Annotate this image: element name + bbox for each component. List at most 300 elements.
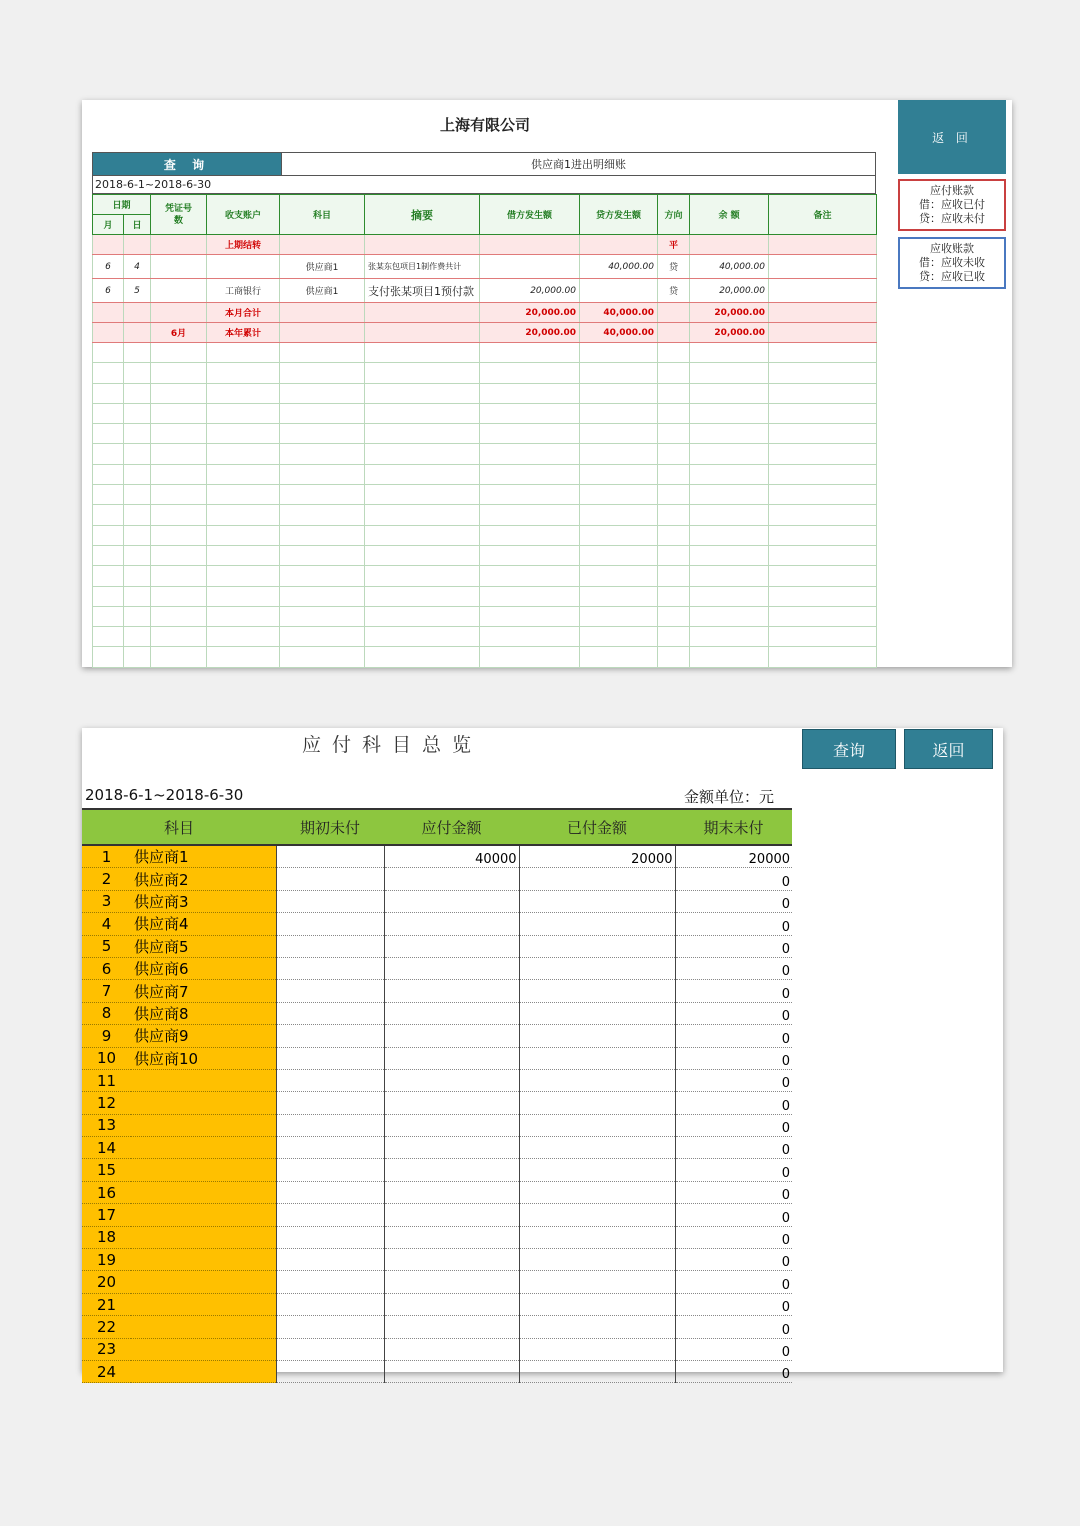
- ledger-empty-cell[interactable]: [93, 545, 124, 565]
- ledger-cell-remark[interactable]: [769, 279, 877, 303]
- opening-unpaid[interactable]: [276, 1137, 384, 1159]
- supplier-name[interactable]: [131, 1360, 276, 1382]
- ledger-cell-day[interactable]: 4: [124, 255, 151, 279]
- ledger-empty-cell[interactable]: [580, 444, 658, 464]
- ledger-empty-cell[interactable]: [207, 505, 280, 525]
- paid-amount[interactable]: [519, 980, 675, 1002]
- row-number[interactable]: 19: [82, 1249, 131, 1271]
- paid-amount[interactable]: [519, 913, 675, 935]
- ledger-empty-cell[interactable]: [769, 627, 877, 647]
- ledger-empty-cell[interactable]: [480, 545, 580, 565]
- opening-unpaid[interactable]: [276, 1025, 384, 1047]
- ledger-cell-credit[interactable]: [580, 279, 658, 303]
- paid-amount[interactable]: [519, 935, 675, 957]
- ledger-cell-balance[interactable]: [690, 235, 769, 255]
- ledger-cell-day[interactable]: [124, 303, 151, 323]
- ledger-empty-cell[interactable]: [93, 485, 124, 505]
- paid-amount[interactable]: [519, 890, 675, 912]
- ledger-empty-cell[interactable]: [151, 343, 207, 363]
- supplier-name[interactable]: [131, 1293, 276, 1315]
- opening-unpaid[interactable]: [276, 957, 384, 979]
- ledger-cell-account[interactable]: [207, 255, 280, 279]
- opening-unpaid[interactable]: [276, 1316, 384, 1338]
- row-number[interactable]: 3: [82, 890, 131, 912]
- ledger-empty-cell[interactable]: [280, 647, 365, 667]
- ledger-empty-cell[interactable]: [769, 505, 877, 525]
- ledger-empty-cell[interactable]: [207, 403, 280, 423]
- ledger-empty-cell[interactable]: [480, 525, 580, 545]
- ledger-empty-cell[interactable]: [690, 505, 769, 525]
- closing-unpaid[interactable]: 0: [675, 935, 792, 957]
- ledger-empty-cell[interactable]: [207, 627, 280, 647]
- ledger-cell-debit[interactable]: [480, 255, 580, 279]
- closing-unpaid[interactable]: 0: [675, 1114, 792, 1136]
- paid-amount[interactable]: 20000: [519, 845, 675, 868]
- opening-unpaid[interactable]: [276, 1338, 384, 1360]
- ledger-empty-cell[interactable]: [480, 647, 580, 667]
- ledger-cell-month[interactable]: 6: [93, 255, 124, 279]
- ledger-empty-cell[interactable]: [769, 383, 877, 403]
- opening-unpaid[interactable]: [276, 1114, 384, 1136]
- payable-amount[interactable]: [384, 1092, 519, 1114]
- row-number[interactable]: 23: [82, 1338, 131, 1360]
- row-number[interactable]: 15: [82, 1159, 131, 1181]
- payable-amount[interactable]: [384, 1204, 519, 1226]
- ledger-empty-cell[interactable]: [690, 545, 769, 565]
- ledger-cell-balance[interactable]: 40,000.00: [690, 255, 769, 279]
- ledger-empty-cell[interactable]: [658, 485, 690, 505]
- ledger-empty-cell[interactable]: [690, 606, 769, 626]
- ledger-empty-cell[interactable]: [658, 566, 690, 586]
- ledger-empty-cell[interactable]: [207, 545, 280, 565]
- ledger-empty-cell[interactable]: [365, 383, 480, 403]
- payable-amount[interactable]: [384, 890, 519, 912]
- ledger-empty-cell[interactable]: [124, 464, 151, 484]
- ledger-empty-cell[interactable]: [365, 606, 480, 626]
- ledger-empty-cell[interactable]: [151, 383, 207, 403]
- ledger-empty-cell[interactable]: [365, 586, 480, 606]
- ledger-empty-cell[interactable]: [207, 444, 280, 464]
- ledger-empty-cell[interactable]: [690, 403, 769, 423]
- ledger-cell-debit[interactable]: 20,000.00: [480, 279, 580, 303]
- ledger-empty-cell[interactable]: [658, 343, 690, 363]
- ledger-empty-cell[interactable]: [769, 343, 877, 363]
- paid-amount[interactable]: [519, 1092, 675, 1114]
- ledger-empty-cell[interactable]: [93, 566, 124, 586]
- closing-unpaid[interactable]: 0: [675, 1002, 792, 1024]
- ledger-empty-cell[interactable]: [690, 444, 769, 464]
- ledger-empty-cell[interactable]: [280, 363, 365, 383]
- opening-unpaid[interactable]: [276, 1249, 384, 1271]
- ledger-empty-cell[interactable]: [280, 403, 365, 423]
- ledger-empty-cell[interactable]: [658, 586, 690, 606]
- query-button[interactable]: 查 询: [93, 153, 281, 175]
- ledger-cell-subject[interactable]: [280, 323, 365, 343]
- payable-amount[interactable]: [384, 1249, 519, 1271]
- closing-unpaid[interactable]: 0: [675, 1249, 792, 1271]
- ledger-cell-subject[interactable]: 供应商1: [280, 255, 365, 279]
- row-number[interactable]: 8: [82, 1002, 131, 1024]
- supplier-name[interactable]: 供应商4: [131, 913, 276, 935]
- ledger-empty-cell[interactable]: [207, 464, 280, 484]
- ledger-empty-cell[interactable]: [280, 444, 365, 464]
- ledger-empty-cell[interactable]: [580, 485, 658, 505]
- payable-amount[interactable]: [384, 913, 519, 935]
- ledger-cell-day[interactable]: [124, 235, 151, 255]
- ledger-empty-cell[interactable]: [124, 627, 151, 647]
- payable-amount[interactable]: [384, 1338, 519, 1360]
- closing-unpaid[interactable]: 0: [675, 1069, 792, 1091]
- supplier-name[interactable]: 供应商7: [131, 980, 276, 1002]
- ledger-empty-cell[interactable]: [769, 485, 877, 505]
- ledger-empty-cell[interactable]: [580, 424, 658, 444]
- ledger-empty-cell[interactable]: [93, 525, 124, 545]
- ledger-empty-cell[interactable]: [658, 464, 690, 484]
- closing-unpaid[interactable]: 0: [675, 1316, 792, 1338]
- ledger-cell-summary[interactable]: [365, 303, 480, 323]
- supplier-name[interactable]: [131, 1249, 276, 1271]
- ledger-empty-cell[interactable]: [580, 464, 658, 484]
- closing-unpaid[interactable]: 0: [675, 1159, 792, 1181]
- row-number[interactable]: 2: [82, 868, 131, 890]
- back-button[interactable]: 返 回: [898, 100, 1006, 174]
- opening-unpaid[interactable]: [276, 1047, 384, 1069]
- supplier-name[interactable]: [131, 1226, 276, 1248]
- payable-amount[interactable]: [384, 1271, 519, 1293]
- ledger-empty-cell[interactable]: [151, 464, 207, 484]
- payable-amount[interactable]: [384, 1025, 519, 1047]
- closing-unpaid[interactable]: 0: [675, 957, 792, 979]
- opening-unpaid[interactable]: [276, 890, 384, 912]
- ledger-cell-account[interactable]: 上期结转: [207, 235, 280, 255]
- ledger-empty-cell[interactable]: [280, 343, 365, 363]
- ledger-empty-cell[interactable]: [151, 586, 207, 606]
- payable-amount[interactable]: [384, 1159, 519, 1181]
- ledger-empty-cell[interactable]: [124, 586, 151, 606]
- ledger-empty-cell[interactable]: [151, 627, 207, 647]
- payable-amount[interactable]: 40000: [384, 845, 519, 868]
- ledger-empty-cell[interactable]: [690, 525, 769, 545]
- ledger-empty-cell[interactable]: [580, 586, 658, 606]
- ledger-cell-remark[interactable]: [769, 323, 877, 343]
- ledger-empty-cell[interactable]: [690, 586, 769, 606]
- ledger-empty-cell[interactable]: [690, 485, 769, 505]
- paid-amount[interactable]: [519, 868, 675, 890]
- ledger-empty-cell[interactable]: [365, 444, 480, 464]
- closing-unpaid[interactable]: 0: [675, 1271, 792, 1293]
- ledger-cell-account[interactable]: 工商银行: [207, 279, 280, 303]
- ledger-empty-cell[interactable]: [93, 606, 124, 626]
- ledger-empty-cell[interactable]: [365, 647, 480, 667]
- ledger-cell-month[interactable]: [93, 303, 124, 323]
- opening-unpaid[interactable]: [276, 913, 384, 935]
- ledger-empty-cell[interactable]: [151, 606, 207, 626]
- ledger-cell-month[interactable]: 6: [93, 279, 124, 303]
- ledger-cell-summary[interactable]: 张某东包项目1制作费共计: [365, 255, 480, 279]
- supplier-name[interactable]: 供应商6: [131, 957, 276, 979]
- ledger-empty-cell[interactable]: [124, 383, 151, 403]
- ledger-empty-cell[interactable]: [207, 363, 280, 383]
- closing-unpaid[interactable]: 0: [675, 1338, 792, 1360]
- ledger-empty-cell[interactable]: [690, 464, 769, 484]
- ledger-empty-cell[interactable]: [365, 403, 480, 423]
- ledger-empty-cell[interactable]: [580, 545, 658, 565]
- supplier-name[interactable]: [131, 1069, 276, 1091]
- payable-amount[interactable]: [384, 868, 519, 890]
- ledger-empty-cell[interactable]: [658, 647, 690, 667]
- closing-unpaid[interactable]: 20000: [675, 845, 792, 868]
- row-number[interactable]: 22: [82, 1316, 131, 1338]
- ledger-empty-cell[interactable]: [280, 485, 365, 505]
- ledger-empty-cell[interactable]: [480, 627, 580, 647]
- supplier-name[interactable]: [131, 1092, 276, 1114]
- ledger-empty-cell[interactable]: [124, 363, 151, 383]
- row-number[interactable]: 9: [82, 1025, 131, 1047]
- closing-unpaid[interactable]: 0: [675, 1025, 792, 1047]
- ledger-empty-cell[interactable]: [93, 363, 124, 383]
- ledger-empty-cell[interactable]: [124, 444, 151, 464]
- ledger-empty-cell[interactable]: [124, 424, 151, 444]
- ledger-empty-cell[interactable]: [769, 647, 877, 667]
- ledger-empty-cell[interactable]: [280, 586, 365, 606]
- subject-title[interactable]: 供应商1进出明细账: [281, 153, 875, 175]
- supplier-name[interactable]: 供应商10: [131, 1047, 276, 1069]
- ledger-empty-cell[interactable]: [658, 545, 690, 565]
- supplier-name[interactable]: 供应商1: [131, 845, 276, 868]
- ledger-empty-cell[interactable]: [690, 424, 769, 444]
- ledger-empty-cell[interactable]: [365, 566, 480, 586]
- ledger-empty-cell[interactable]: [124, 343, 151, 363]
- ledger-empty-cell[interactable]: [365, 424, 480, 444]
- ledger-empty-cell[interactable]: [124, 505, 151, 525]
- row-number[interactable]: 24: [82, 1360, 131, 1382]
- paid-amount[interactable]: [519, 1114, 675, 1136]
- ledger-cell-voucher[interactable]: 6月: [151, 323, 207, 343]
- ledger-empty-cell[interactable]: [480, 343, 580, 363]
- paid-amount[interactable]: [519, 1002, 675, 1024]
- ledger-empty-cell[interactable]: [690, 627, 769, 647]
- ledger-empty-cell[interactable]: [93, 343, 124, 363]
- closing-unpaid[interactable]: 0: [675, 1204, 792, 1226]
- payable-amount[interactable]: [384, 1360, 519, 1382]
- ledger-empty-cell[interactable]: [151, 525, 207, 545]
- closing-unpaid[interactable]: 0: [675, 890, 792, 912]
- opening-unpaid[interactable]: [276, 1226, 384, 1248]
- row-number[interactable]: 16: [82, 1181, 131, 1203]
- paid-amount[interactable]: [519, 1338, 675, 1360]
- ledger-cell-account[interactable]: 本年累计: [207, 323, 280, 343]
- ledger-empty-cell[interactable]: [151, 485, 207, 505]
- ledger-empty-cell[interactable]: [580, 627, 658, 647]
- closing-unpaid[interactable]: 0: [675, 868, 792, 890]
- paid-amount[interactable]: [519, 1226, 675, 1248]
- ledger-empty-cell[interactable]: [365, 525, 480, 545]
- opening-unpaid[interactable]: [276, 845, 384, 868]
- ledger-empty-cell[interactable]: [580, 343, 658, 363]
- ledger-empty-cell[interactable]: [124, 525, 151, 545]
- ledger-empty-cell[interactable]: [207, 485, 280, 505]
- ledger-empty-cell[interactable]: [280, 545, 365, 565]
- ledger-cell-voucher[interactable]: [151, 255, 207, 279]
- paid-amount[interactable]: [519, 1204, 675, 1226]
- ledger-empty-cell[interactable]: [207, 566, 280, 586]
- ledger-empty-cell[interactable]: [580, 525, 658, 545]
- supplier-name[interactable]: [131, 1204, 276, 1226]
- ledger-empty-cell[interactable]: [151, 444, 207, 464]
- payable-amount[interactable]: [384, 935, 519, 957]
- ledger-empty-cell[interactable]: [93, 627, 124, 647]
- ledger-empty-cell[interactable]: [207, 586, 280, 606]
- ledger-cell-remark[interactable]: [769, 255, 877, 279]
- row-number[interactable]: 4: [82, 913, 131, 935]
- ledger-empty-cell[interactable]: [769, 424, 877, 444]
- ledger-empty-cell[interactable]: [480, 566, 580, 586]
- ledger-empty-cell[interactable]: [124, 403, 151, 423]
- ledger-cell-month[interactable]: [93, 235, 124, 255]
- ledger-empty-cell[interactable]: [207, 606, 280, 626]
- ledger-empty-cell[interactable]: [580, 383, 658, 403]
- ledger-empty-cell[interactable]: [658, 424, 690, 444]
- ledger-empty-cell[interactable]: [93, 424, 124, 444]
- paid-amount[interactable]: [519, 1025, 675, 1047]
- supplier-name[interactable]: 供应商8: [131, 1002, 276, 1024]
- ledger-empty-cell[interactable]: [124, 566, 151, 586]
- paid-amount[interactable]: [519, 1271, 675, 1293]
- opening-unpaid[interactable]: [276, 980, 384, 1002]
- ledger-empty-cell[interactable]: [658, 363, 690, 383]
- opening-unpaid[interactable]: [276, 1293, 384, 1315]
- ledger-empty-cell[interactable]: [151, 424, 207, 444]
- ledger-cell-voucher[interactable]: [151, 279, 207, 303]
- ledger-empty-cell[interactable]: [769, 444, 877, 464]
- row-number[interactable]: 6: [82, 957, 131, 979]
- ledger-empty-cell[interactable]: [769, 586, 877, 606]
- payable-amount[interactable]: [384, 1181, 519, 1203]
- ledger-empty-cell[interactable]: [690, 343, 769, 363]
- supplier-name[interactable]: [131, 1114, 276, 1136]
- closing-unpaid[interactable]: 0: [675, 1293, 792, 1315]
- ledger-empty-cell[interactable]: [207, 343, 280, 363]
- ledger-empty-cell[interactable]: [658, 383, 690, 403]
- ledger-empty-cell[interactable]: [769, 403, 877, 423]
- ledger-empty-cell[interactable]: [124, 545, 151, 565]
- ledger-empty-cell[interactable]: [580, 647, 658, 667]
- row-number[interactable]: 13: [82, 1114, 131, 1136]
- payable-amount[interactable]: [384, 1137, 519, 1159]
- supplier-name[interactable]: 供应商9: [131, 1025, 276, 1047]
- ledger-cell-direction[interactable]: 贷: [658, 255, 690, 279]
- paid-amount[interactable]: [519, 1293, 675, 1315]
- closing-unpaid[interactable]: 0: [675, 1137, 792, 1159]
- ledger-empty-cell[interactable]: [151, 647, 207, 667]
- closing-unpaid[interactable]: 0: [675, 1047, 792, 1069]
- ledger-empty-cell[interactable]: [151, 566, 207, 586]
- supplier-name[interactable]: 供应商5: [131, 935, 276, 957]
- row-number[interactable]: 21: [82, 1293, 131, 1315]
- paid-amount[interactable]: [519, 1316, 675, 1338]
- closing-unpaid[interactable]: 0: [675, 980, 792, 1002]
- ledger-empty-cell[interactable]: [365, 627, 480, 647]
- ledger-empty-cell[interactable]: [658, 505, 690, 525]
- paid-amount[interactable]: [519, 1069, 675, 1091]
- ledger-cell-direction[interactable]: [658, 303, 690, 323]
- ledger-cell-month[interactable]: [93, 323, 124, 343]
- opening-unpaid[interactable]: [276, 1360, 384, 1382]
- ledger-cell-subject[interactable]: 供应商1: [280, 279, 365, 303]
- ledger-empty-cell[interactable]: [658, 525, 690, 545]
- ledger-empty-cell[interactable]: [124, 485, 151, 505]
- ledger-empty-cell[interactable]: [690, 647, 769, 667]
- payable-amount[interactable]: [384, 1316, 519, 1338]
- ledger-cell-remark[interactable]: [769, 235, 877, 255]
- ledger-empty-cell[interactable]: [93, 403, 124, 423]
- ledger-empty-cell[interactable]: [124, 606, 151, 626]
- ledger-cell-direction[interactable]: [658, 323, 690, 343]
- payable-amount[interactable]: [384, 1226, 519, 1248]
- ledger-empty-cell[interactable]: [658, 403, 690, 423]
- ledger-empty-cell[interactable]: [580, 403, 658, 423]
- ledger-cell-credit[interactable]: 40,000.00: [580, 303, 658, 323]
- supplier-name[interactable]: [131, 1316, 276, 1338]
- ledger-cell-balance[interactable]: 20,000.00: [690, 279, 769, 303]
- ledger-cell-summary[interactable]: 支付张某项目1预付款: [365, 279, 480, 303]
- paid-amount[interactable]: [519, 1181, 675, 1203]
- ledger-empty-cell[interactable]: [280, 383, 365, 403]
- ledger-empty-cell[interactable]: [280, 424, 365, 444]
- ledger-empty-cell[interactable]: [580, 363, 658, 383]
- ledger-empty-cell[interactable]: [280, 464, 365, 484]
- ledger-empty-cell[interactable]: [769, 464, 877, 484]
- ledger-empty-cell[interactable]: [280, 505, 365, 525]
- ledger-empty-cell[interactable]: [580, 566, 658, 586]
- ledger-empty-cell[interactable]: [93, 383, 124, 403]
- ledger-cell-direction[interactable]: 平: [658, 235, 690, 255]
- ledger-empty-cell[interactable]: [480, 403, 580, 423]
- ledger-cell-day[interactable]: [124, 323, 151, 343]
- ledger-empty-cell[interactable]: [480, 606, 580, 626]
- closing-unpaid[interactable]: 0: [675, 913, 792, 935]
- overview-back-button[interactable]: 返回: [904, 729, 993, 769]
- payable-amount[interactable]: [384, 957, 519, 979]
- closing-unpaid[interactable]: 0: [675, 1092, 792, 1114]
- row-number[interactable]: 18: [82, 1226, 131, 1248]
- ledger-cell-subject[interactable]: [280, 303, 365, 323]
- row-number[interactable]: 7: [82, 980, 131, 1002]
- opening-unpaid[interactable]: [276, 1092, 384, 1114]
- paid-amount[interactable]: [519, 1159, 675, 1181]
- ledger-empty-cell[interactable]: [207, 424, 280, 444]
- ledger-cell-debit[interactable]: [480, 235, 580, 255]
- row-number[interactable]: 17: [82, 1204, 131, 1226]
- ledger-cell-debit[interactable]: 20,000.00: [480, 323, 580, 343]
- row-number[interactable]: 10: [82, 1047, 131, 1069]
- ledger-cell-remark[interactable]: [769, 303, 877, 323]
- payable-amount[interactable]: [384, 980, 519, 1002]
- ledger-empty-cell[interactable]: [93, 647, 124, 667]
- row-number[interactable]: 11: [82, 1069, 131, 1091]
- ledger-empty-cell[interactable]: [769, 566, 877, 586]
- ledger-empty-cell[interactable]: [658, 627, 690, 647]
- ledger-empty-cell[interactable]: [280, 627, 365, 647]
- ledger-cell-credit[interactable]: 40,000.00: [580, 323, 658, 343]
- ledger-cell-direction[interactable]: 贷: [658, 279, 690, 303]
- ledger-cell-day[interactable]: 5: [124, 279, 151, 303]
- overview-query-button[interactable]: 查询: [802, 729, 896, 769]
- ledger-cell-account[interactable]: 本月合计: [207, 303, 280, 323]
- ledger-empty-cell[interactable]: [280, 566, 365, 586]
- ledger-empty-cell[interactable]: [365, 505, 480, 525]
- ledger-cell-voucher[interactable]: [151, 303, 207, 323]
